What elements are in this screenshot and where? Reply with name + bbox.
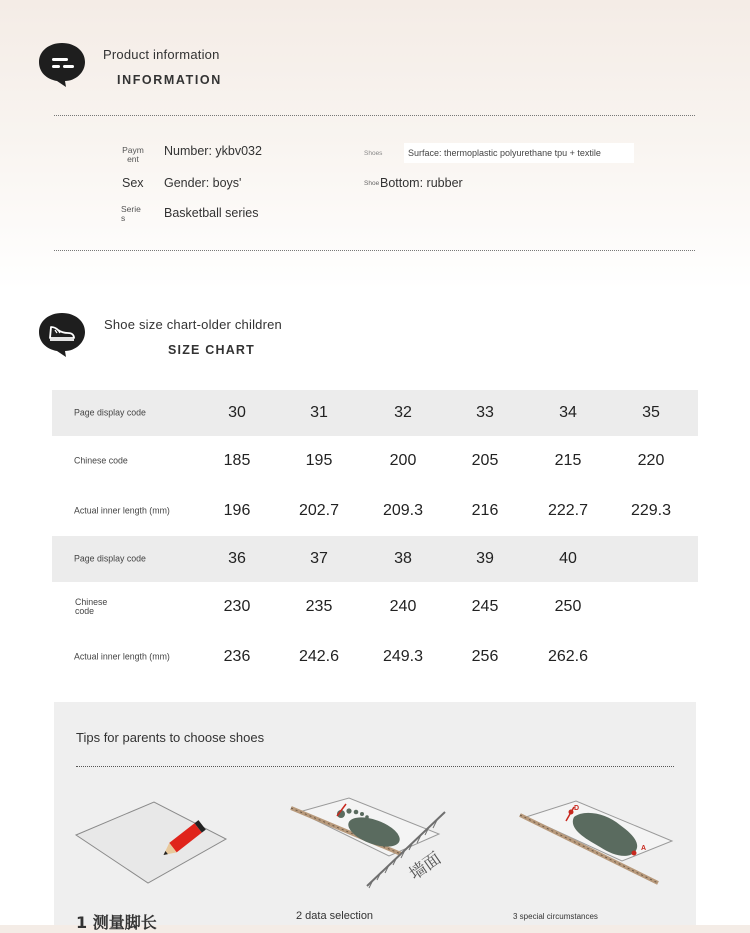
table-row <box>52 582 698 632</box>
table-cell: 256 <box>471 648 499 665</box>
tips-title: Tips for parents to choose shoes <box>76 730 265 745</box>
table-cell: 222.7 <box>547 502 589 519</box>
row-label: Page display code <box>74 407 146 418</box>
table-cell: 202.7 <box>298 502 340 519</box>
sneaker-bubble-icon <box>38 311 86 357</box>
table-cell: 34 <box>559 404 577 421</box>
table-cell: 32 <box>394 404 412 421</box>
tip-step-3: 3 special circumstances <box>513 912 598 921</box>
table-cell: 39 <box>476 550 494 567</box>
divider <box>76 766 674 767</box>
info-label-shoe: Shoe <box>364 180 380 187</box>
table-cell: 229.3 <box>630 502 672 519</box>
table-row <box>52 632 698 682</box>
foot-measure-illustration <box>516 797 676 889</box>
row-label: Actual inner length (mm) <box>74 651 170 662</box>
info-label-series: Serie s <box>121 204 141 223</box>
table-cell: 209.3 <box>382 502 424 519</box>
divider <box>54 115 695 116</box>
info-value-bottom: Bottom: rubber <box>380 176 463 190</box>
tip-step-1: 1 测量脚长 <box>76 913 157 932</box>
table-row <box>52 486 698 536</box>
table-cell: 235 <box>305 598 333 615</box>
marker-a: A <box>641 845 647 852</box>
divider <box>54 250 695 251</box>
table-cell: 40 <box>559 550 577 567</box>
table-cell: 37 <box>310 550 328 567</box>
info-label-sex: Sex <box>122 176 144 190</box>
row-label: Chinese code <box>75 597 108 616</box>
table-cell: 185 <box>223 452 251 469</box>
marker-d: D <box>574 805 580 812</box>
row-label: Actual inner length (mm) <box>74 505 170 516</box>
table-row <box>52 536 698 582</box>
info-section-subtitle: INFORMATION <box>117 73 222 87</box>
table-cell: 195 <box>305 452 333 469</box>
chat-bubble-icon <box>38 41 86 87</box>
table-cell: 35 <box>642 404 660 421</box>
info-value-number: Number: ykbv032 <box>164 144 262 158</box>
table-cell: 245 <box>471 598 499 615</box>
table-cell: 205 <box>471 452 499 469</box>
size-chart-table <box>52 390 698 682</box>
row-label: Chinese code <box>74 455 128 466</box>
table-cell: 262.6 <box>547 648 589 665</box>
size-section-title: Shoe size chart-older children <box>104 317 282 332</box>
table-cell: 31 <box>310 404 328 421</box>
table-cell: 250 <box>554 598 582 615</box>
info-value-gender: Gender: boys' <box>164 176 242 190</box>
table-cell: 38 <box>394 550 412 567</box>
tip-step-2: 2 data selection <box>296 910 374 922</box>
info-value-surface: Surface: thermoplastic polyurethane tpu + textile <box>404 143 634 163</box>
info-value-series: Basketball series <box>164 206 259 220</box>
table-cell: 36 <box>228 550 246 567</box>
row-label: Page display code <box>74 553 146 564</box>
info-section-title: Product information <box>103 47 220 62</box>
table-cell: 220 <box>637 452 665 469</box>
table-row <box>52 390 698 436</box>
info-label-payment: Paym ent <box>122 145 144 164</box>
table-cell: 236 <box>223 648 251 665</box>
info-label-shoes: Shoes <box>364 150 383 157</box>
table-cell: 215 <box>554 452 582 469</box>
table-row <box>52 436 698 486</box>
table-cell: 196 <box>223 502 251 519</box>
table-cell: 249.3 <box>382 648 424 665</box>
paper-pencil-illustration <box>74 797 229 887</box>
table-cell: 240 <box>389 598 417 615</box>
table-cell: 242.6 <box>298 648 340 665</box>
tips-panel <box>54 702 696 932</box>
table-cell: 200 <box>389 452 417 469</box>
table-cell: 33 <box>476 404 494 421</box>
size-section-subtitle: SIZE CHART <box>168 343 255 357</box>
table-cell: 216 <box>471 502 499 519</box>
table-cell: 230 <box>223 598 251 615</box>
table-cell: 30 <box>228 404 246 421</box>
wall-label: 墙面 <box>405 848 446 885</box>
